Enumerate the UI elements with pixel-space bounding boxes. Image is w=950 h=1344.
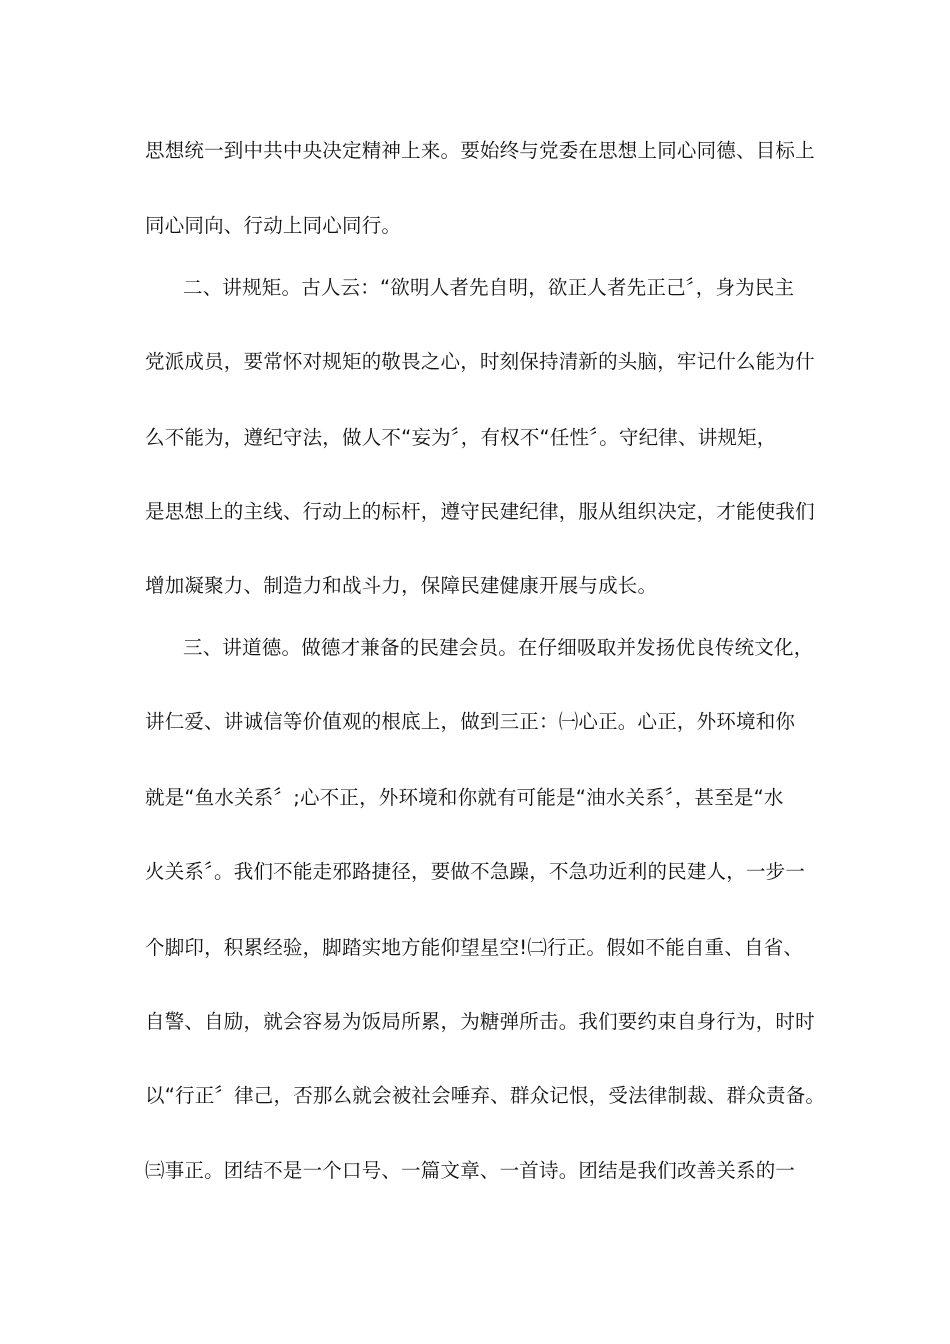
paragraph-heading-morality: 三、讲道德。做德才兼备的民建会员。在仔细吸取并发扬优良传统文化， [183, 636, 814, 659]
text-line: 自警、自励，就会容易为饭局所累，为糖弹所击。我们要约束自身行为，时时 [145, 1010, 815, 1033]
text-line: 么不能为，遵纪守法，做人不“妄为〞，有权不“任性〞。守纪律、讲规矩， [145, 426, 777, 449]
text-line: 是思想上的主线、行动上的标杆，遵守民建纪律，服从组织决定，才能使我们 [145, 500, 815, 523]
text-line: 讲仁爱、讲诚信等价值观的根底上，做到三正：㈠心正。心正，外环境和你 [145, 710, 796, 733]
text-line: 火关系〞。我们不能走邪路捷径，要做不急躁，不急功近利的民建人，一步一 [145, 860, 806, 883]
text-line: 就是“鱼水关系〞;心不正，外环境和你就有可能是“油水关系〞，甚至是“水 [145, 786, 784, 809]
text-line: 思想统一到中共中央决定精神上来。要始终与党委在思想上同心同德、目标上 [145, 139, 815, 162]
text-line: 同心同向、行动上同心同行。 [145, 214, 402, 237]
text-line: 个脚印，积累经验，脚踏实地方能仰望星空!㈡行正。假如不能自重、自省、 [145, 936, 804, 959]
paragraph-heading-rules: 二、讲规矩。古人云：“欲明人者先自明，欲正人者先正己〞，身为民主 [183, 276, 795, 299]
text-line: 以“行正〞律己，否那么就会被社会唾弃、群众记恨，受法律制裁、群众责备。 [145, 1084, 826, 1107]
text-line: 增加凝聚力、制造力和战斗力，保障民建健康开展与成长。 [145, 574, 658, 597]
text-line: ㈢事正。团结不是一个口号、一篇文章、一首诗。团结是我们改善关系的一 [145, 1159, 796, 1182]
text-line: 党派成员，要常怀对规矩的敬畏之心，时刻保持清新的头脑，牢记什么能为什 [145, 350, 815, 373]
